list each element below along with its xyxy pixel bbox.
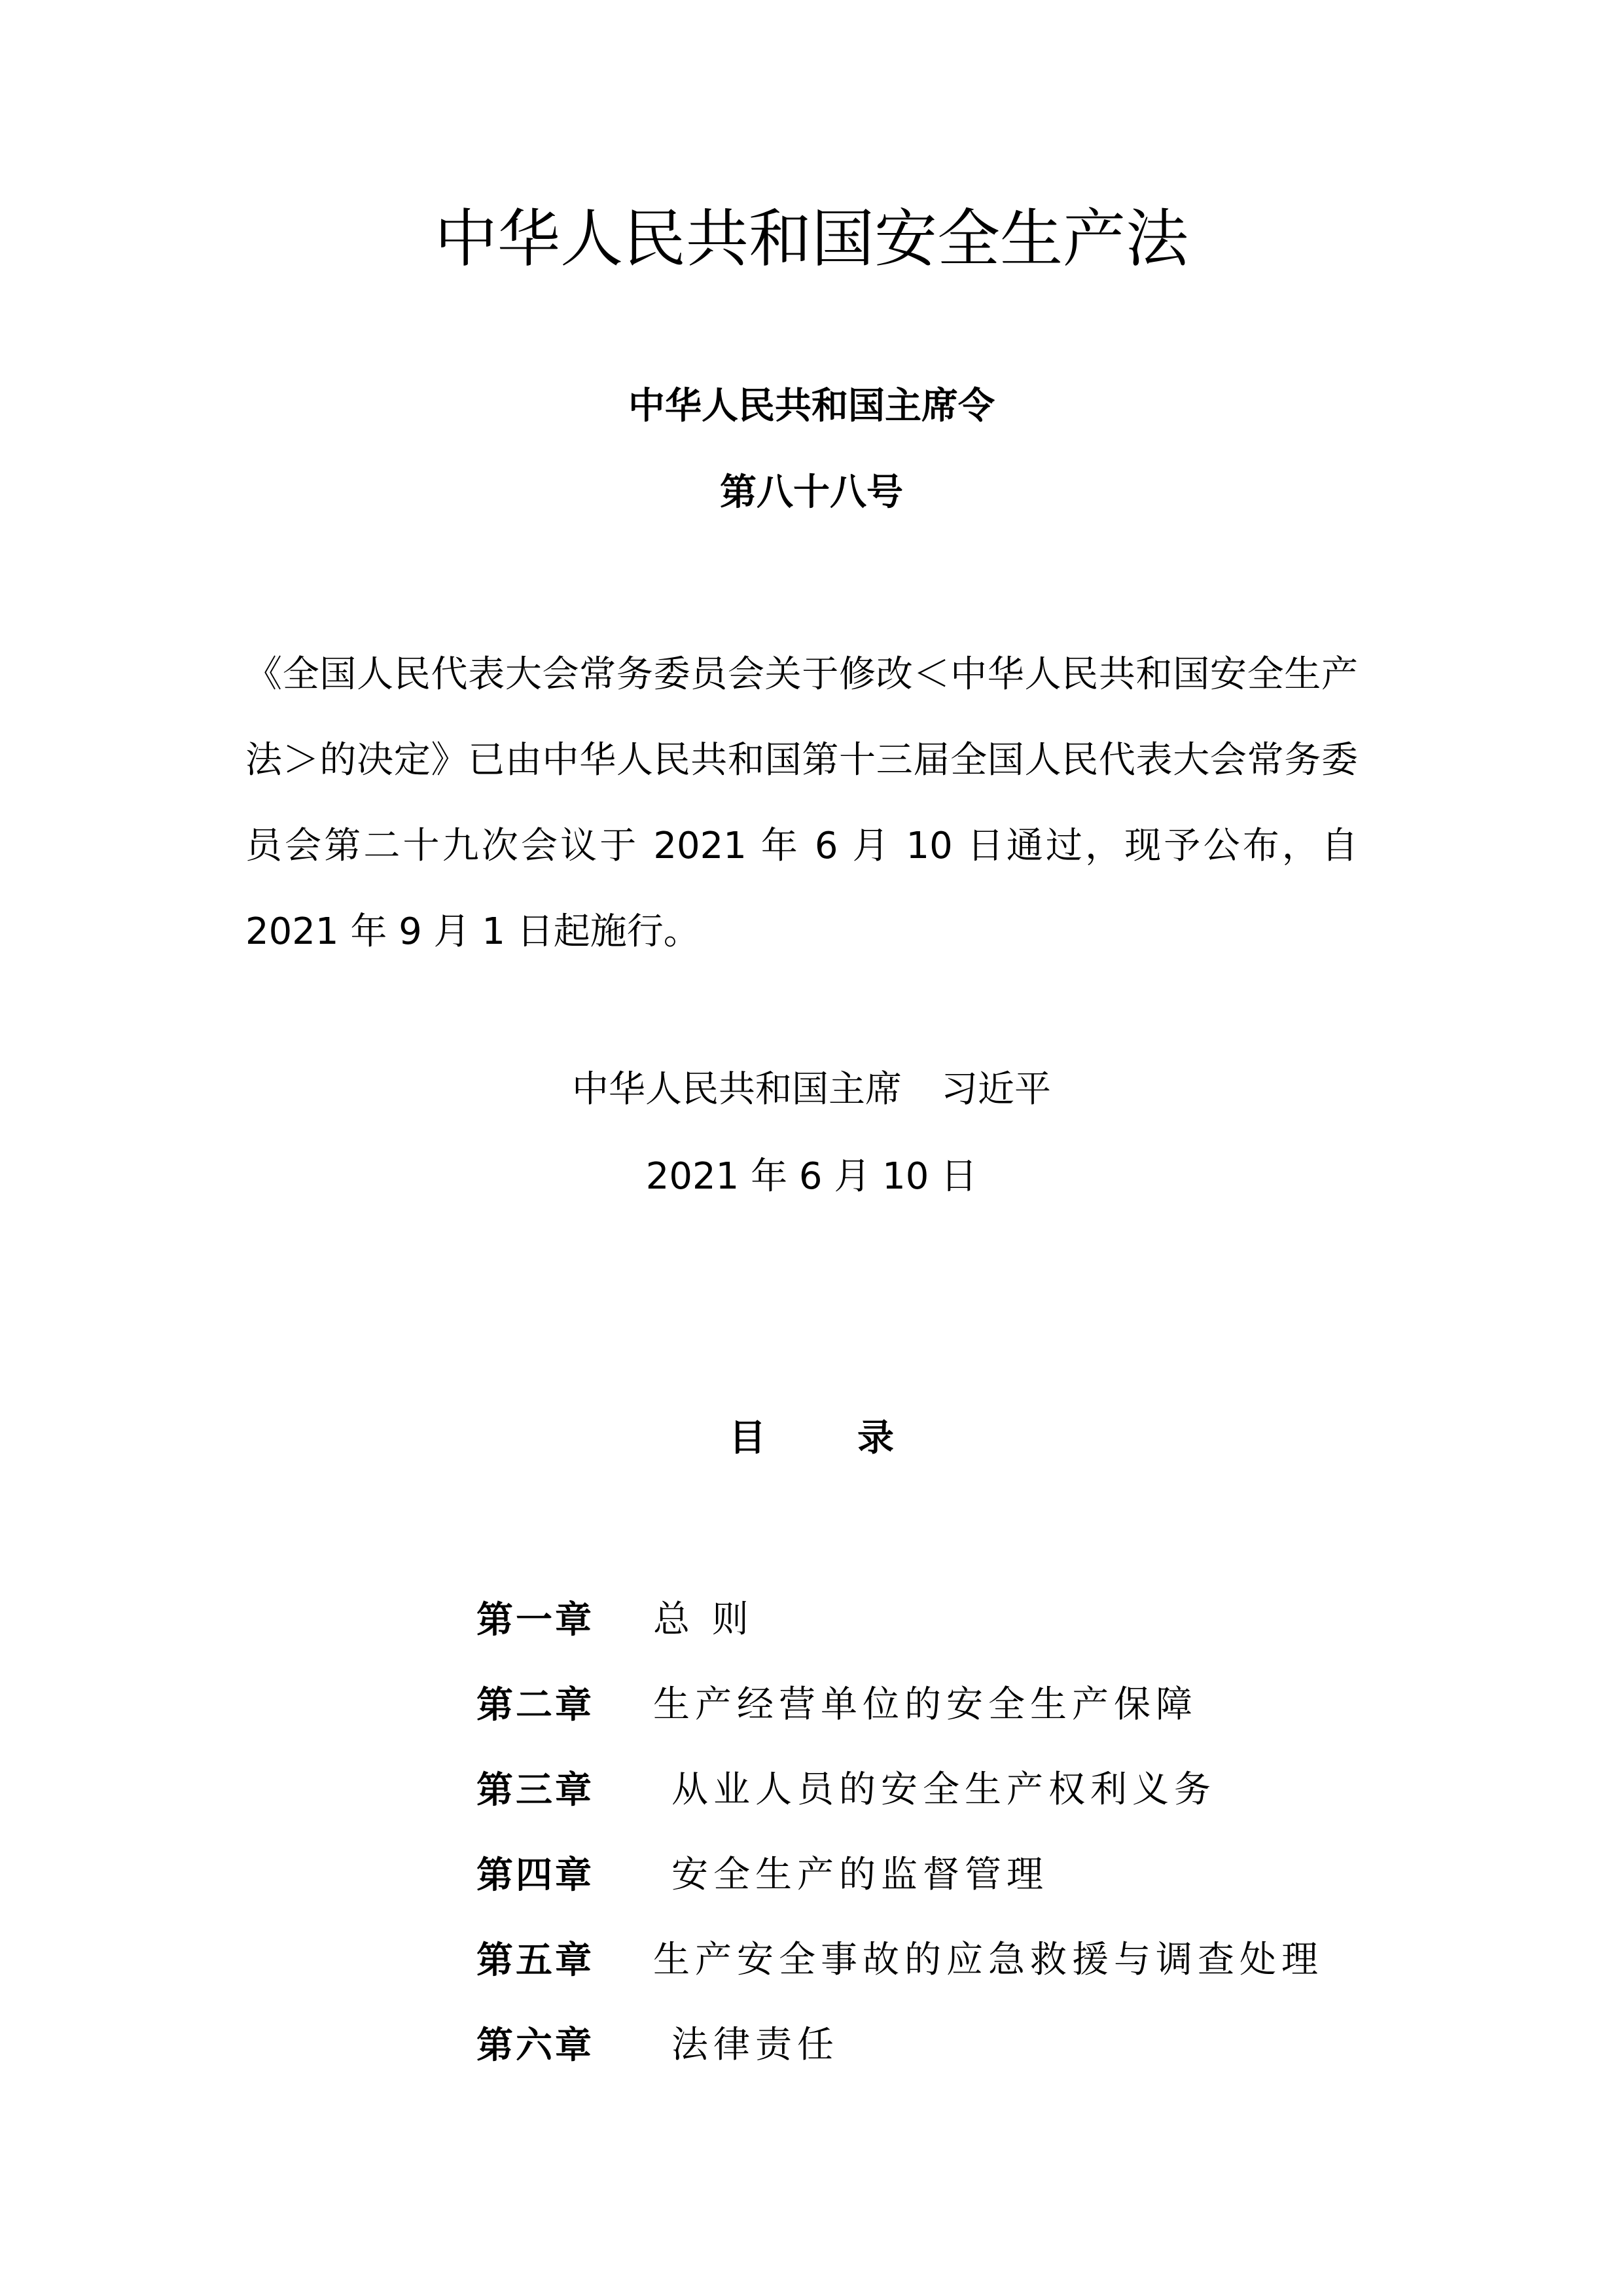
signature-date: 2021 年 6 月 10 日 bbox=[645, 1155, 978, 1198]
signature-line bbox=[0, 1064, 1623, 1116]
toc-chapter-name: 总 则 bbox=[653, 1598, 754, 1641]
order-number: 第八十八号 bbox=[720, 471, 903, 514]
toc-chapter-label: 第三章 bbox=[476, 1768, 594, 1812]
toc-heading-left: 目 bbox=[729, 1416, 766, 1460]
table-of-contents bbox=[476, 1577, 1524, 2088]
toc-chapter-name: 生产经营单位的安全生产保障 bbox=[653, 1683, 1198, 1726]
toc-chapter-name: 安全生产的监督管理 bbox=[671, 1854, 1048, 1896]
toc-chapter-label: 第二章 bbox=[476, 1683, 594, 1727]
toc-chapter-name: 从业人员的安全生产权利义务 bbox=[671, 1768, 1216, 1811]
toc-item-chapter-2 bbox=[476, 1662, 1524, 1748]
order-heading: 中华人民共和国主席令 bbox=[628, 384, 995, 427]
toc-chapter-label: 第一章 bbox=[476, 1598, 594, 1641]
decree-paragraph: 《全国人民代表大会常务委员会关于修改＜中华人民共和国安全生产法＞的决定》已由中华人民共和国第十三届全国人民代表大会常务委员会第二十九次会议于 2021 年 6 月 10 日通过，现予公布，自 2021 年 9 月 1 日起施行。 bbox=[245, 653, 1358, 953]
signer-title: 中华人民共和国主席 bbox=[572, 1068, 902, 1111]
document-title: 中华人民共和国安全生产法 bbox=[435, 202, 1188, 276]
toc-item-chapter-1 bbox=[476, 1577, 1524, 1662]
toc-heading bbox=[0, 1412, 1623, 1464]
toc-item-chapter-4 bbox=[476, 1833, 1524, 1918]
toc-item-chapter-5 bbox=[476, 1918, 1524, 2003]
toc-chapter-name: 法律责任 bbox=[671, 2024, 839, 2066]
toc-item-chapter-6 bbox=[476, 2003, 1524, 2088]
signer-name: 习近平 bbox=[941, 1068, 1051, 1111]
toc-chapter-label: 第六章 bbox=[476, 2024, 594, 2067]
toc-chapter-label: 第五章 bbox=[476, 1939, 594, 1982]
toc-heading-right: 录 bbox=[857, 1416, 894, 1460]
toc-chapter-name: 生产安全事故的应急救援与调查处理 bbox=[653, 1939, 1323, 1981]
toc-item-chapter-3 bbox=[476, 1748, 1524, 1833]
toc-chapter-label: 第四章 bbox=[476, 1854, 594, 1897]
